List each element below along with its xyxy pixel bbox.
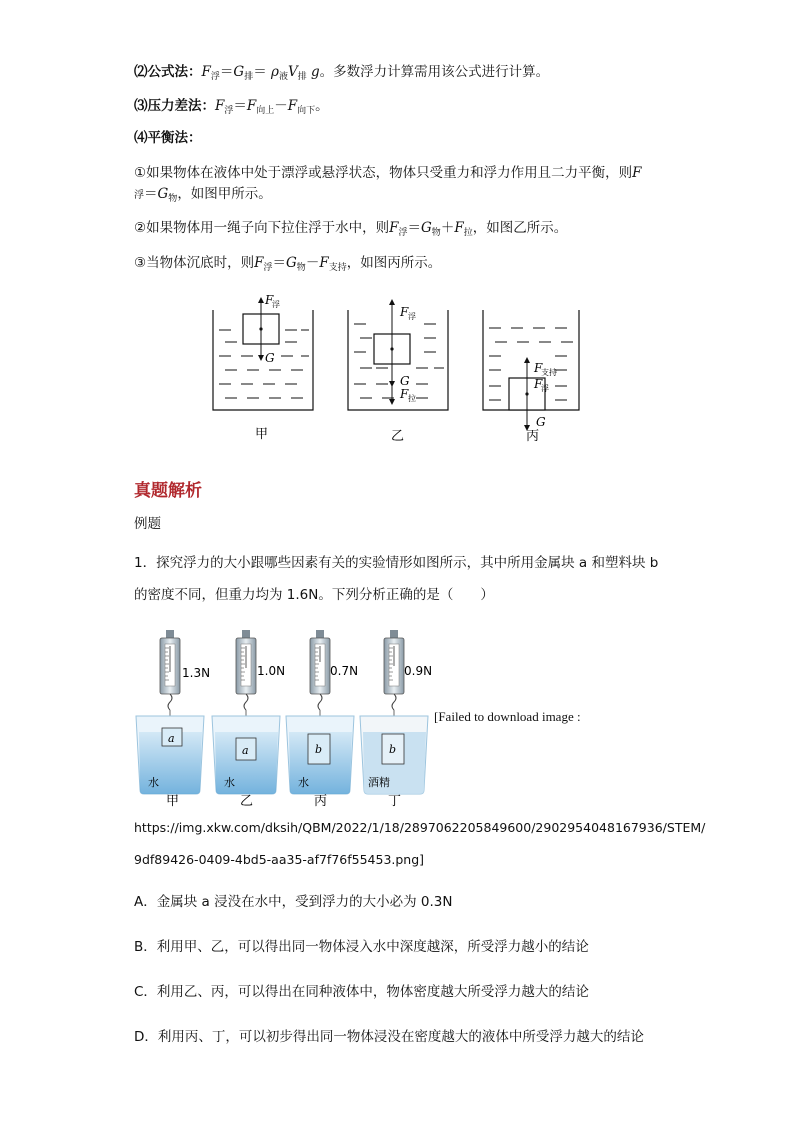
force-sub-fu: 浮 xyxy=(408,312,416,321)
question-line-1: 1．探究浮力的大小跟哪些因素有关的实验情形如图所示，其中所用金属块 a 和塑料块 b xyxy=(134,555,659,571)
pressure-method-label: ⑶压力差法： xyxy=(134,98,215,114)
experiment-diagram xyxy=(134,628,434,808)
item3-text: ③当物体沉底时，则 xyxy=(134,255,255,271)
liquid-label: 酒精 xyxy=(368,776,390,789)
reading-jia: 1.3N xyxy=(182,666,211,680)
block-b: b xyxy=(315,743,323,756)
force-label-F: F xyxy=(265,293,274,307)
setup-label-bing: 丙 xyxy=(314,794,328,808)
force-label-F: F xyxy=(534,361,543,375)
reading-yi: 1.0N xyxy=(257,664,286,678)
balance-item-1 xyxy=(134,163,641,183)
var-F: F xyxy=(246,98,257,114)
balance-method-label: ⑷平衡法： xyxy=(134,130,202,146)
item1-end: ，如图甲所示。 xyxy=(177,186,272,202)
var-F: F xyxy=(287,98,298,114)
sub-zhichi: 支持 xyxy=(328,263,347,273)
item2-text: ②如果物体用一绳子向下拉住浮于水中，则 xyxy=(134,220,390,236)
reading-bing: 0.7N xyxy=(330,664,359,678)
balance-item-1-cont xyxy=(134,184,272,209)
var-F: F xyxy=(319,255,329,271)
sub-up: 向上 xyxy=(256,106,275,116)
force-sub-fu: 浮 xyxy=(541,384,549,393)
balance-item-3 xyxy=(134,253,441,278)
item2-end: ，如图乙所示。 xyxy=(472,220,568,236)
sub-la: 拉 xyxy=(463,228,473,238)
formula-method-label: ⑵公式法： xyxy=(134,64,202,80)
example-label: 例题 xyxy=(134,516,161,532)
image-url-line-2: 9df89426-0409-4bd5-aa35-af7f76f55453.png] xyxy=(134,852,425,867)
diagram-label-bing: 丙 xyxy=(526,429,540,444)
period: 。 xyxy=(315,98,329,114)
minus: － xyxy=(305,255,320,271)
force-diagram xyxy=(205,290,585,450)
setup-jia xyxy=(136,630,204,794)
force-sub-zhichi: 支持 xyxy=(541,368,557,377)
plus: ＋ xyxy=(440,220,455,236)
section-title: 真题解析 xyxy=(134,481,202,501)
beaker-yi xyxy=(348,300,448,410)
formula-method-line xyxy=(134,62,549,87)
force-label-F: F xyxy=(400,305,409,319)
sub-fu: 浮 xyxy=(210,72,220,82)
beaker-jia xyxy=(213,298,313,410)
sub-pai: 排 xyxy=(244,72,254,82)
reading-ding: 0.9N xyxy=(404,664,433,678)
force-label-G: G xyxy=(536,415,546,429)
var-G: G xyxy=(286,255,297,271)
var-rho: ρ xyxy=(271,64,279,80)
var-F: F xyxy=(389,220,399,236)
block-b: b xyxy=(389,743,397,756)
sub-ye: 液 xyxy=(278,72,288,82)
var-F: F xyxy=(201,64,211,80)
force-label-F: F xyxy=(400,387,409,401)
var-F: F xyxy=(454,220,464,236)
option-c[interactable]: C．利用乙、丙，可以得出在同种液体中，物体密度越大所受浮力越大的结论 xyxy=(134,984,589,1000)
setup-bing xyxy=(286,630,354,794)
force-label-G: G xyxy=(265,351,275,365)
sub-pai: 排 xyxy=(297,72,307,82)
equals: ＝ xyxy=(233,98,247,114)
equals: ＝ xyxy=(253,64,271,80)
block-a: a xyxy=(168,732,175,745)
setup-label-yi: 乙 xyxy=(240,794,254,808)
var-G: G xyxy=(157,186,169,202)
beaker-bing xyxy=(483,310,579,430)
liquid-label: 水 xyxy=(148,776,159,789)
pressure-method-line xyxy=(134,96,329,121)
option-a[interactable]: A．金属块 a 浸没在水中，受到浮力的大小必为 0.3N xyxy=(134,894,453,910)
setup-ding xyxy=(360,630,428,794)
sub-fu: 浮 xyxy=(263,263,273,273)
force-sub-la: 拉 xyxy=(408,394,416,403)
option-b[interactable]: B．利用甲、乙，可以得出同一物体浸入水中深度越深，所受浮力越小的结论 xyxy=(134,939,589,955)
var-F: F xyxy=(254,255,264,271)
sub-fu: 浮 xyxy=(224,106,234,116)
var-F: F xyxy=(632,165,642,181)
question-line-2: 的密度不同，但重力均为 1.6N。下列分析正确的是（ ） xyxy=(134,587,494,603)
equals: ＝ xyxy=(219,64,234,80)
sub-fu: 浮 xyxy=(398,228,408,238)
sub-down: 向下 xyxy=(297,106,316,116)
item1-sub-fu: 浮 xyxy=(134,190,144,201)
diagram-label-yi: 乙 xyxy=(391,429,405,444)
equals: ＝ xyxy=(407,220,421,236)
equals: ＝ xyxy=(272,255,286,271)
force-label-F: F xyxy=(534,377,543,391)
liquid-label: 水 xyxy=(224,776,235,789)
sub-wu: 物 xyxy=(296,263,306,273)
setup-label-ding: 丁 xyxy=(388,794,402,808)
var-F: F xyxy=(215,98,225,114)
liquid-label: 水 xyxy=(298,776,309,789)
diagram-label-jia: 甲 xyxy=(255,427,269,442)
equals: ＝ xyxy=(144,186,158,202)
option-d[interactable]: D．利用丙、丁，可以初步得出同一物体浸没在密度越大的液体中所受浮力越大的结论 xyxy=(134,1029,644,1045)
balance-item-2 xyxy=(134,218,567,243)
var-G: G xyxy=(421,220,432,236)
var-V: V xyxy=(287,64,298,80)
block-a: a xyxy=(242,744,249,757)
setup-yi xyxy=(212,630,280,794)
var-g: g xyxy=(306,64,320,80)
failed-image-text: [Failed to download image : xyxy=(434,709,581,724)
image-url-line-1: https://img.xkw.com/dksih/QBM/2022/1/18/2897062205849600/2902954048167936/STEM/ xyxy=(134,820,706,835)
setup-label-jia: 甲 xyxy=(166,794,180,808)
minus: － xyxy=(274,98,288,114)
force-label-G: G xyxy=(400,374,410,388)
item1-text: ①如果物体在液体中处于漂浮或悬浮状态，物体只受重力和浮力作用且二力平衡，则 xyxy=(134,165,633,181)
force-sub-fu: 浮 xyxy=(272,300,280,309)
sub-wu: 物 xyxy=(168,194,178,204)
sub-wu: 物 xyxy=(431,228,441,238)
item3-end: ，如图丙所示。 xyxy=(346,255,442,271)
var-G: G xyxy=(233,64,245,80)
formula-desc: 。多数浮力计算需用该公式进行计算。 xyxy=(319,64,550,80)
